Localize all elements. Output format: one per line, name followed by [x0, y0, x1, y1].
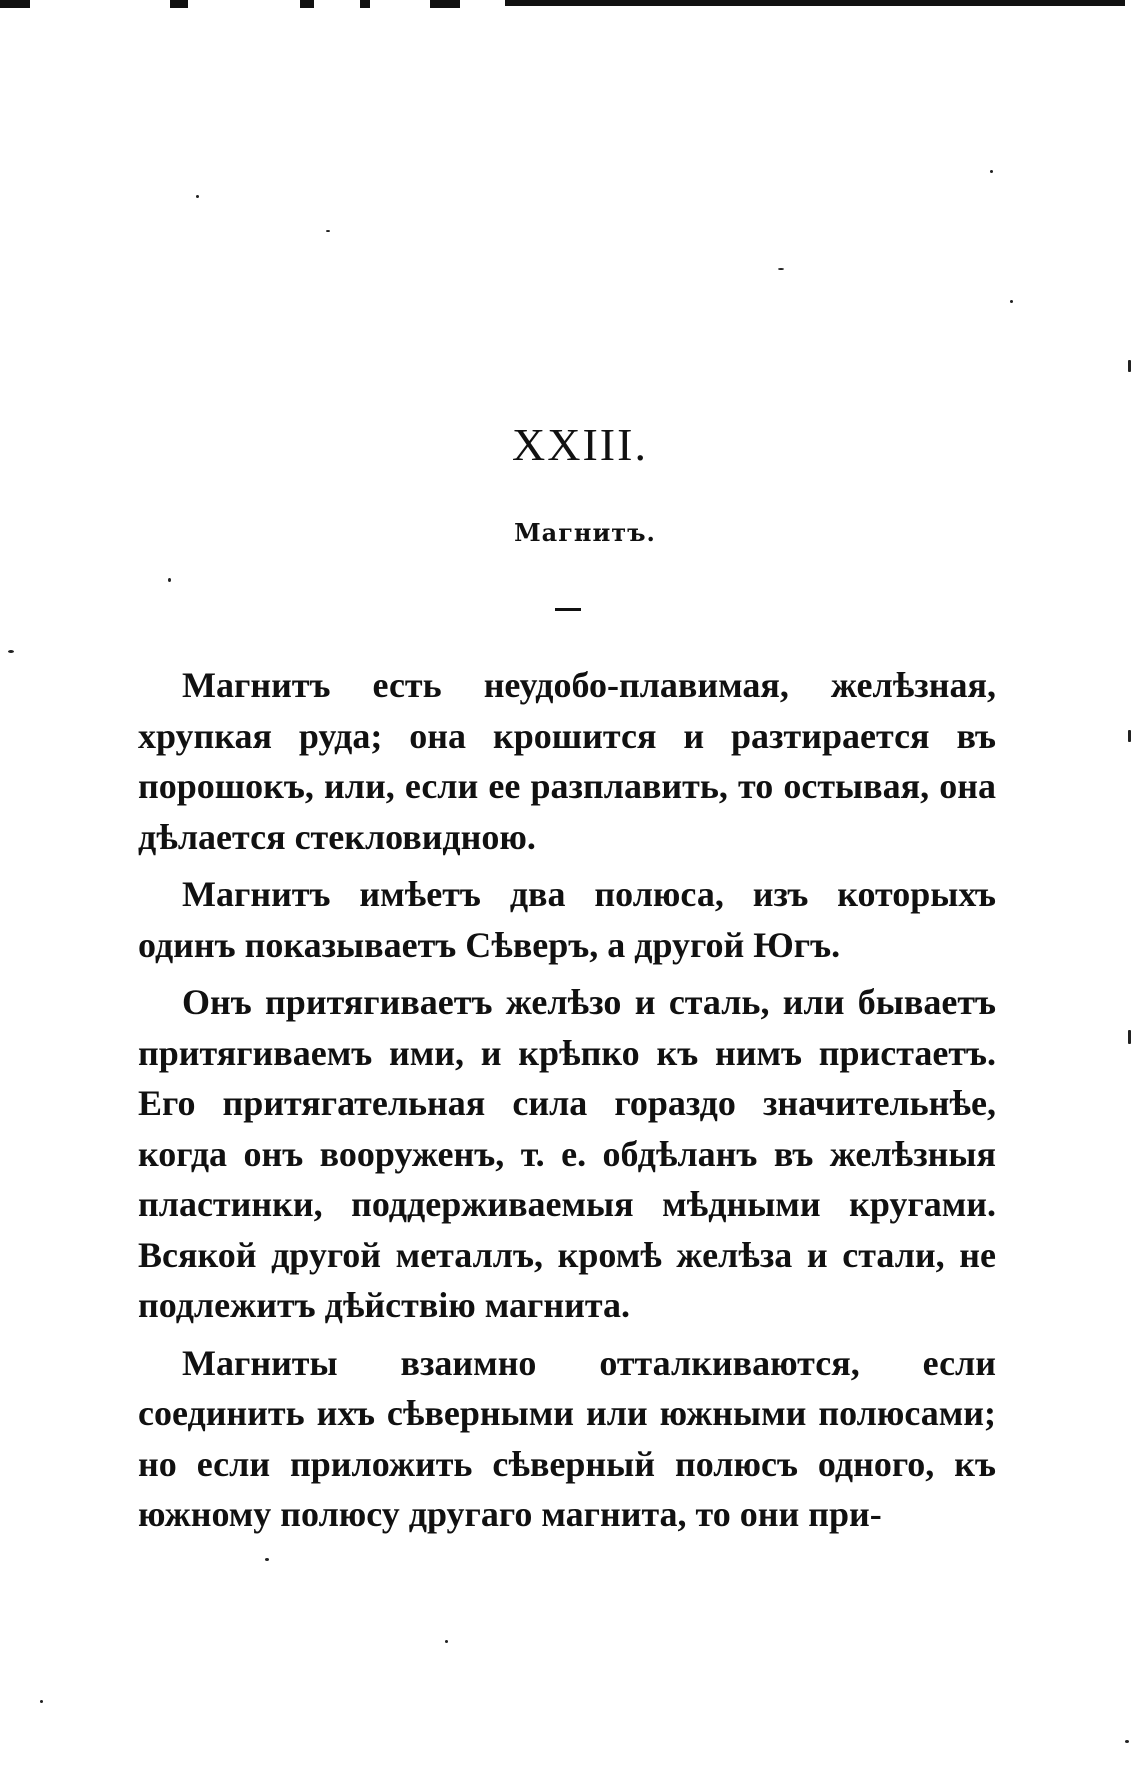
scan-speck — [8, 650, 14, 653]
scan-edge-noise — [0, 0, 1140, 12]
chapter-title: Магнитъ. — [514, 518, 656, 547]
chapter-number: XXIII. — [512, 419, 648, 470]
scan-speck — [40, 1700, 43, 1703]
scan-speck — [168, 578, 171, 582]
scan-speck — [1128, 730, 1131, 742]
scan-speck — [1128, 1030, 1131, 1044]
section-separator — [555, 608, 581, 611]
paragraph: Магнитъ есть неудобо-плавимая, желѣзная, хрупкая руда; она крошится и разтирается въ порошокъ, или, если ее разплавить, то остывая, она дѣлается стекловидною. — [138, 665, 996, 857]
paragraph: Магниты взаимно отталкиваются, если соединить ихъ сѣверными или южными полюсами; но если приложить сѣверный полюсъ одного, къ южному полюсу другаго магнита, то они при- — [138, 1342, 996, 1534]
scan-speck — [445, 1640, 448, 1643]
scan-speck — [265, 1558, 269, 1561]
paragraph: Онъ притягиваетъ желѣзо и сталь, или бываетъ притягиваемъ ими, и крѣпко къ нимъ пристаетъ. Его притягательная сила гораздо значительнѣе, когда онъ вооруженъ, т. е. обдѣланъ въ желѣзныя пластинки, поддерживаемыя мѣдными кругами. Всякой другой металлъ, кромѣ желѣза и стали, не подлежитъ дѣйствiю магнита. — [138, 982, 996, 1325]
scan-speck — [990, 170, 993, 173]
scan-speck — [326, 230, 330, 232]
scan-speck — [196, 195, 199, 198]
scan-speck — [778, 268, 784, 270]
paragraph: Магнитъ имѣетъ два полюса, изъ которыхъ одинъ показываетъ Сѣверъ, а другой Югъ. — [138, 874, 996, 965]
scan-speck — [1128, 360, 1131, 372]
scan-speck — [1125, 1740, 1129, 1743]
scan-speck — [1010, 300, 1013, 303]
body-text — [138, 660, 996, 1547]
